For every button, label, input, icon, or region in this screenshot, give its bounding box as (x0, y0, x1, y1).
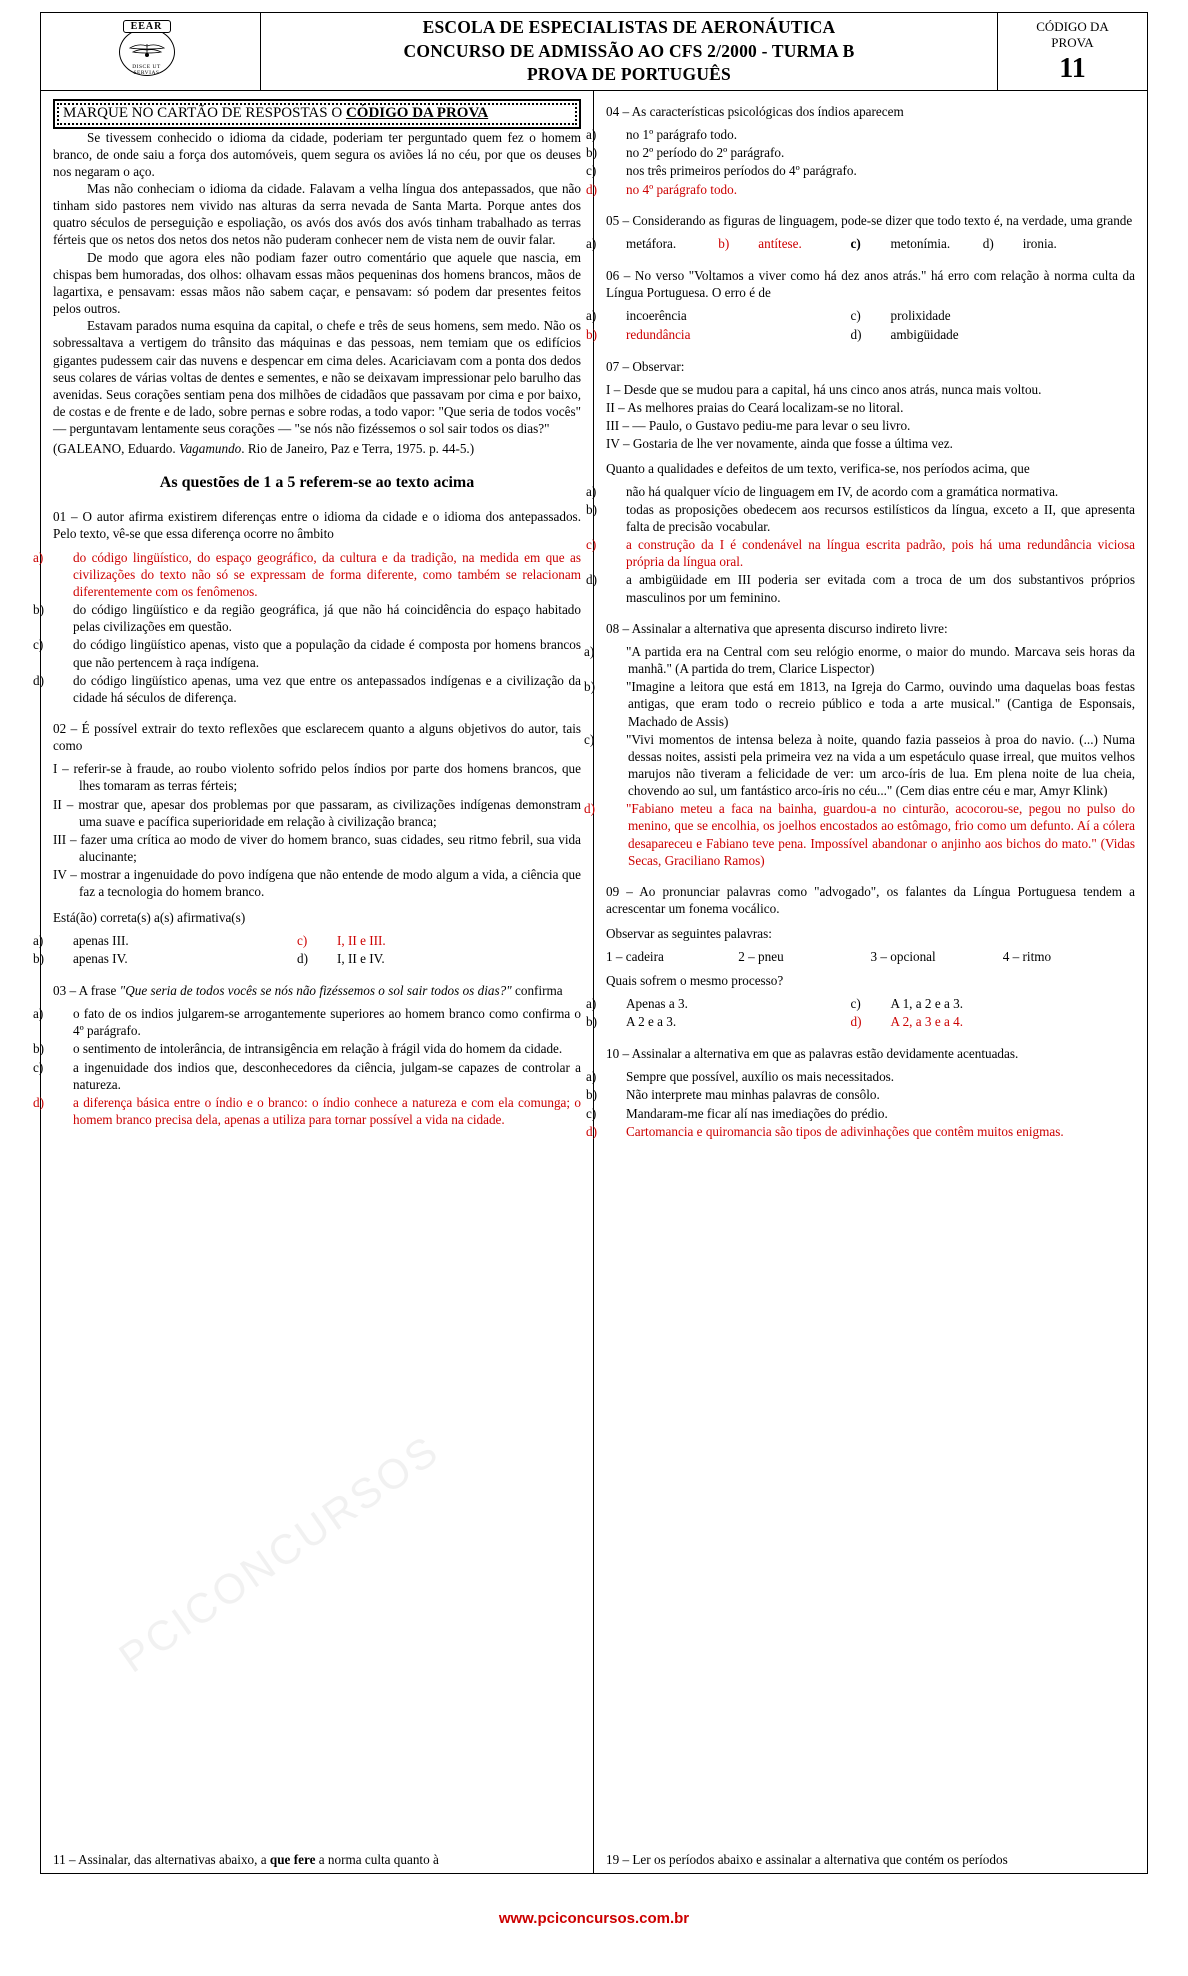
question-11-bold: que fere (269, 1851, 316, 1867)
option-07-a-text: não há qualquer vício de linguagem em IV, de acordo com a gramática normativa. (626, 483, 1059, 499)
option-01-c-text: do código lingüístico apenas, visto que a população da cidade é composta por homens brancos que não pertencem à raça indígena. (73, 637, 581, 670)
question-19-partial: 19 – Ler os períodos abaixo e assinalar a alternativa que contém os períodos (606, 1851, 1008, 1867)
option-05-d[interactable] (982, 235, 1135, 252)
crest-wings-icon (129, 42, 165, 58)
option-09-a[interactable] (586, 995, 871, 1012)
option-03-c-text: a ingenuidade dos indios que, desconhecedores da ciência, julgam-se capazes de controlar a natureza. (73, 1059, 581, 1092)
option-01-c[interactable] (33, 636, 581, 670)
option-07-c-text: a construção da I é condenável na língua escrita padrão, pois há uma redundância viciosa própria da língua oral. (626, 537, 1135, 570)
option-09-b[interactable] (586, 1013, 871, 1030)
roman-ii-label: II – (53, 796, 74, 812)
option-07-a[interactable] (586, 483, 1135, 500)
option-04-b-label: b) (586, 145, 597, 161)
roman-i-label: I – (53, 761, 69, 777)
option-08-a[interactable] (584, 643, 1135, 677)
option-08-a-label: a) (584, 643, 595, 659)
option-10-b-label: b) (586, 1087, 597, 1103)
question-02 (33, 720, 582, 968)
question-11-pre: 11 – Assinalar, das alternativas abaixo, a (53, 1851, 270, 1867)
option-07-d-text: a ambigüidade em III poderia ser evitada com a troca de um dos substantivos próprios masculinos por um feminino. (626, 572, 1135, 605)
option-07-c-label: c) (586, 537, 597, 553)
q09-item-2: 2 – pneu (738, 949, 784, 965)
crest-band-label: EEAR (123, 20, 171, 33)
q07-roman-iv-text: Gostaria de lhe ver novamente, ainda que fosse a última vez. (632, 436, 953, 452)
option-01-d[interactable] (33, 672, 581, 706)
q09-item-4: 4 – ritmo (1002, 949, 1052, 965)
option-02-b[interactable] (33, 950, 317, 967)
option-10-a[interactable] (586, 1068, 1135, 1085)
option-01-c-label: c) (33, 637, 44, 653)
option-06-b-label: b) (586, 326, 597, 342)
option-04-d-text: no 4º parágrafo todo. (626, 181, 738, 197)
option-10-d-label: d) (586, 1123, 597, 1139)
reference-note: As questões de 1 a 5 referem-se ao texto acima (159, 474, 475, 492)
option-07-d[interactable] (586, 571, 1135, 605)
source-title: Vagamundo (178, 441, 242, 457)
question-07-roman-i (606, 381, 1135, 398)
question-01 (33, 508, 581, 706)
option-06-a[interactable] (586, 307, 871, 324)
option-05-d-label: d) (982, 235, 994, 251)
option-04-a-text: no 1º parágrafo todo. (626, 127, 738, 143)
title-line-3: PROVA DE PORTUGUÊS (527, 64, 731, 85)
roman-iii-label: III – (53, 831, 77, 847)
question-07 (586, 358, 1135, 606)
option-03-c-label: c) (33, 1059, 44, 1075)
option-05-b-text: antítese. (758, 235, 802, 251)
option-04-d[interactable] (586, 181, 1135, 198)
option-08-c-text: "Vivi momentos de intensa beleza à noite, quando fazia passeios à proa do navio. (...) Numa dessas noites, assisti pela primeira vez na vida a um espetáculo quase irreal, que muitos velhos marujos não tiveram a felicidade de ver: um arco-íris de lua. Em plena noite de lua cheia, chovendo ao sul, um fantástico arco-íris no céu..." (Cem dias entre céu e mar, Amyr Klink) (626, 731, 1135, 799)
question-04-stem: 04 – As características psicológicas dos índios aparecem (606, 104, 904, 119)
text-paragraph-3: De modo que agora eles não podiam fazer outro comentário que aquele que nascia, em chispas bem humoradas, dos olhos: olhavam essas mãos pequeninas dos homens brancos, mãos de lagartixa, e pensavam: essas mãos não sabem caçar, e pensavam: só podem dar presentes feitos pelos outros. (53, 249, 581, 317)
option-03-b-label: b) (33, 1041, 44, 1057)
question-07-roman-iv (606, 435, 1135, 452)
roman-ii-text: mostrar que, apesar dos problemas por que passaram, as civilizações indígenas demonstram uma suave e pacífica superioridade em relação à civilização branca; (78, 796, 581, 829)
question-07-options (586, 483, 1135, 606)
option-01-b-text: do código lingüístico e da região geográfica, já que não há coincidência do espaço habitado pelas civilizações em questão. (73, 602, 581, 635)
option-04-c[interactable] (586, 162, 1135, 179)
question-08-stem: 08 – Assinalar a alternativa que apresenta discurso indireto livre: (606, 620, 948, 636)
source-pre: (GALEANO, Eduardo. (53, 441, 179, 457)
option-10-c[interactable] (586, 1105, 1135, 1122)
option-06-c-text: prolixidade (890, 308, 951, 324)
option-06-b[interactable] (586, 326, 871, 343)
q07-roman-ii-label: II – (606, 400, 625, 416)
option-10-d[interactable] (586, 1123, 1135, 1140)
option-10-a-label: a) (586, 1069, 597, 1085)
question-07-stem: 07 – Observar: (606, 358, 685, 374)
option-03-c[interactable] (33, 1059, 581, 1093)
crest-motto: DISCE UT SERVIAS (132, 63, 161, 76)
option-02-c-label: c) (297, 932, 308, 948)
roman-iv-text: mostrar a ingenuidade do povo indígena que não entende de modo algum a vida, a ciência que faz a tecnologia do homem branco. (79, 867, 581, 900)
q07-roman-iii-text: — Paulo, o Gustavo pediu-me para levar o seu livro. (632, 418, 911, 434)
option-04-c-text: nos três primeiros períodos do 4º parágrafo. (626, 163, 857, 179)
roman-i-text: referir-se à fraude, ao roubo violento sofrido pelos índios por parte dos homens brancos, que lhes tomaram as terras férteis; (73, 761, 581, 794)
question-07-romans (606, 381, 1135, 453)
question-08-options (584, 643, 1135, 869)
roman-iv-label: IV – (53, 867, 77, 883)
q07-roman-i-text: Desde que se mudou para a capital, há uns cinco anos atrás, nunca mais voltou. (623, 381, 1042, 397)
question-01-stem: 01 – O autor afirma existirem diferenças entre o idioma da cidade e o idioma dos antepassados. Pelo texto, vê-se que essa diferença ocorre no âmbito (53, 509, 581, 542)
option-02-b-label: b) (33, 950, 44, 966)
page-header (41, 13, 1147, 91)
option-05-a-label: a) (586, 235, 597, 251)
question-02-options (33, 932, 581, 968)
option-05-d-text: ironia. (1022, 235, 1057, 251)
option-01-a[interactable] (33, 549, 581, 600)
q07-roman-iii-label: III – (606, 418, 630, 434)
question-02-lead: Está(ão) correta(s) a(s) afirmativa(s) (53, 909, 246, 925)
option-06-c[interactable] (850, 307, 1136, 324)
question-02-roman-iii (53, 831, 581, 865)
question-08 (584, 620, 1135, 869)
text-source (53, 440, 581, 457)
option-06-a-label: a) (586, 308, 597, 324)
q09-item-3: 3 – opcional (870, 949, 936, 965)
option-07-b[interactable] (586, 501, 1135, 535)
option-04-c-label: c) (586, 163, 597, 179)
option-02-d-text: I, II e IV. (337, 950, 385, 966)
question-09-options (586, 995, 1135, 1031)
question-03 (33, 982, 581, 1128)
option-09-c-label: c) (850, 995, 861, 1011)
watermark: PCICONCURSOS (110, 1425, 448, 1682)
option-09-a-label: a) (586, 995, 597, 1011)
question-03-options (33, 1005, 581, 1128)
option-03-a-text: o fato de os indios julgarem-se arrogantemente superiores ao homem branco como confirma o 4º parágrafo. (73, 1006, 581, 1039)
question-04 (586, 103, 1135, 198)
option-08-d[interactable] (584, 800, 1135, 869)
right-column (584, 91, 1147, 1874)
option-08-b-label: b) (584, 679, 595, 695)
option-08-a-text: "A partida era na Central com seu relógio enorme, o maior do mundo. Marcava seis horas da manhã." (A partida do trem, Clarice Lispector) (626, 643, 1135, 677)
option-05-b-label: b) (718, 235, 730, 251)
question-07-roman-iii (606, 417, 1135, 434)
option-02-c-text: I, II e III. (337, 932, 386, 948)
option-05-a-text: metáfora. (626, 235, 677, 251)
marque-banner (53, 99, 581, 129)
marque-prefix: MARQUE NO CARTÃO DE RESPOSTAS O (63, 105, 346, 121)
option-04-a[interactable] (586, 126, 1135, 143)
option-06-d[interactable] (850, 326, 1136, 343)
option-07-a-label: a) (586, 483, 597, 499)
option-02-a[interactable] (33, 932, 317, 949)
q07-roman-ii-text: As melhores praias do Ceará localizam-se no litoral. (627, 400, 904, 416)
question-02-roman-i (53, 760, 581, 794)
question-07-roman-ii (606, 399, 1135, 416)
marque-bold: CÓDIGO DA PROVA (345, 105, 489, 121)
question-03-stem (53, 982, 581, 999)
option-06-d-label: d) (850, 326, 862, 342)
option-03-b[interactable] (33, 1040, 581, 1057)
question-09-items (606, 948, 1135, 965)
option-09-c-text: A 1, a 2 e a 3. (890, 995, 964, 1011)
title-line-1: ESCOLA DE ESPECIALISTAS DE AERONÁUTICA (422, 17, 836, 38)
option-04-b[interactable] (586, 144, 1135, 161)
option-02-a-text: apenas III. (73, 932, 129, 948)
question-11-post: a norma culta quanto à (315, 1851, 439, 1867)
option-02-b-text: apenas IV. (73, 950, 128, 966)
exam-code-box (997, 13, 1147, 90)
option-07-c[interactable] (586, 536, 1135, 570)
question-05-stem: 05 – Considerando as figuras de linguagem, pode-se dizer que todo texto é, na verdade, uma grande (606, 212, 1133, 228)
question-09-lead: Observar as seguintes palavras: (606, 926, 772, 942)
question-06-options (586, 307, 1135, 343)
question-03-stem-pre: 03 – A frase (53, 983, 120, 999)
question-02-roman-iv (53, 866, 581, 900)
title-line-2: CONCURSO DE ADMISSÃO AO CFS 2/2000 - TURMA B (403, 40, 855, 61)
option-04-a-label: a) (586, 127, 597, 143)
option-07-d-label: d) (586, 572, 597, 588)
option-06-d-text: ambigüidade (890, 326, 959, 342)
option-01-d-text: do código lingüístico apenas, uma vez que entre os antepassados indígenas e a civilização da cidade há séculos de diferença. (73, 672, 581, 705)
option-09-b-label: b) (586, 1013, 597, 1029)
option-10-c-text: Mandaram-me ficar alí nas imediações do prédio. (626, 1105, 888, 1121)
roman-iii-text: fazer uma crítica ao modo de viver do homem branco, suas cidades, seu ritmo febril, sua vida alucinante; (79, 831, 582, 865)
eear-crest-icon (119, 20, 183, 84)
source-post: . Rio de Janeiro, Paz e Terra, 1975. p. 44-5.) (241, 441, 475, 457)
option-09-d-text: A 2, a 3 e a 4. (890, 1013, 964, 1029)
question-01-options (33, 549, 581, 706)
option-01-b[interactable] (33, 601, 581, 635)
left-column (33, 91, 594, 1874)
option-01-a-text: do código lingüístico, do espaço geográfico, da cultura e da tradição, na medida em que as civilizações do texto não só se expressam de forma diferente, como também se relacionam diferentemente com os fenômenos. (73, 549, 581, 599)
option-10-b-text: Não interprete mau minhas palavras de consôlo. (626, 1087, 880, 1103)
code-number: 11 (1059, 52, 1086, 84)
code-label-line-2: PROVA (1051, 34, 1094, 50)
option-02-a-label: a) (33, 932, 44, 948)
option-09-c[interactable] (850, 995, 1136, 1012)
question-09 (586, 883, 1135, 1031)
option-09-d[interactable] (850, 1013, 1136, 1030)
option-10-d-text: Cartomancia e quiromancia são tipos de adivinhações que contêm muitos enigmas. (626, 1123, 1064, 1139)
option-10-c-label: c) (586, 1105, 597, 1121)
option-09-b-text: A 2 e a 3. (626, 1013, 677, 1029)
option-02-d-label: d) (297, 950, 308, 966)
code-label-line-1: CÓDIGO DA (1036, 18, 1109, 34)
option-08-d-label: d) (584, 801, 595, 817)
exam-page (33, 12, 1148, 1874)
option-03-b-text: o sentimento de intolerância, de intransigência em relação à frágil vida do homem da cidade. (73, 1041, 563, 1057)
option-03-d-label: d) (33, 1094, 44, 1110)
question-06 (586, 267, 1135, 344)
option-05-c-label: c) (850, 235, 861, 251)
question-02-romans (53, 760, 581, 900)
option-10-a-text: Sempre que possível, auxílio os mais necessitados. (626, 1069, 895, 1085)
question-02-roman-ii (53, 796, 581, 830)
option-08-d-text: "Fabiano meteu a faca na bainha, guardou-a no cinturão, acocorou-se, pegou no pulso do menino, que se encolhia, os joelhos encostados ao estômago, frio como um defunto. Aí a cólera desapareceu e Fabiano teve pena. Impossível abandonar o anjinho aos bichos do mato." (Vidas Secas, Graciliano Ramos) (626, 801, 1135, 868)
option-05-c-text: metonímia. (890, 235, 951, 251)
option-08-c[interactable] (584, 731, 1135, 800)
option-01-b-label: b) (33, 602, 44, 618)
question-02-stem: 02 – É possível extrair do texto reflexões que esclarecem quanto a alguns objetivos do autor, tais como (53, 720, 581, 754)
logo-cell (41, 13, 261, 90)
option-06-b-text: redundância (626, 326, 691, 342)
option-03-d[interactable] (33, 1094, 581, 1128)
footer-url[interactable]: www.pciconcursos.com.br (498, 1910, 690, 1927)
question-05 (586, 212, 1135, 253)
text-paragraph-4: Estavam parados numa esquina da capital, o chefe e três de seus homens, sem medo. Não os sobressaltava a vertigem do trânsito das máquinas e das pessoas, nem temiam que os edifícios gigantes pudessem cair das nuvens e despencar em cima deles. Acariciavam com a ponta dos dedos seus colares de várias voltas de dentes e sementes, e não se deixavam impressionar pelo barulho das avenidas. Seus corações sentiam pena dos milhões de cidadãos que passavam por cima e por baixo, de costas e de frente e de lado, sobre pernas e sobre rodas, a todo vapor: "Que seria de todos vocês" — perguntavam lentamente seus corações — "se nós não fizéssemos o sol sair todos os dias?" (53, 318, 581, 437)
exam-body (33, 91, 1147, 1874)
question-10-options (586, 1068, 1135, 1140)
header-title (261, 13, 997, 90)
option-03-a[interactable] (33, 1005, 581, 1039)
option-02-d[interactable] (297, 950, 581, 967)
option-01-d-label: d) (33, 672, 44, 688)
question-09-sublead: Quais sofrem o mesmo processo? (606, 972, 784, 988)
option-08-b-text: "Imagine a leitora que está em 1813, na Igreja do Carmo, ouvindo uma daquelas boas festas antigas, que eram todo o recreio público e toda a arte musical." (Cantiga de Esponsais, Machado de Assis) (626, 679, 1135, 729)
option-07-b-text: todas as proposições obedecem aos recursos estilísticos da língua, exceto a II, que apresenta falta de precisão vocabular. (626, 501, 1135, 534)
question-05-options (586, 235, 1135, 253)
option-06-a-text: incoerência (626, 308, 687, 324)
option-08-c-label: c) (584, 731, 595, 747)
option-09-d-label: d) (850, 1013, 862, 1029)
option-03-a-label: a) (33, 1006, 44, 1022)
q09-item-1: 1 – cadeira (606, 949, 664, 965)
question-11-partial (53, 1851, 581, 1868)
option-07-b-label: b) (586, 501, 597, 517)
option-01-a-label: a) (33, 549, 44, 565)
text-paragraph-2: Mas não conheciam o idioma da cidade. Falavam a velha língua dos antepassados, que não tinham sido pastores nem vivido nas alturas da serra nevada de Santa Marta. Porque antes dos quatro séculos de perseguição e espoliação, os avós dos avós dos avós tinham trabalhado as terras férteis que os netos dos netos dos netos não puderam conhecer nem de vista nem de ouvir falar. (53, 180, 581, 248)
question-10 (586, 1045, 1135, 1140)
question-07-lead: Quanto a qualidades e defeitos de um texto, verifica-se, nos períodos acima, que (606, 460, 1030, 476)
option-08-b[interactable] (584, 678, 1135, 729)
option-03-d-text: a diferença básica entre o índio e o branco: o índio conhece a natureza e com ela comunga; o homem branco precisa dela, apenas a utiliza para tornar possível a vida na cidade. (73, 1094, 581, 1128)
q07-roman-iv-label: IV – (606, 436, 630, 452)
text-paragraph-1: Se tivessem conhecido o idioma da cidade, poderiam ter perguntado quem fez o homem branco, de onde saiu a força dos automóveis, quem segura os aviões lá no céu, por que os deuses nos negaram o aço. (53, 129, 581, 179)
option-10-b[interactable] (586, 1086, 1135, 1103)
question-06-stem: 06 – No verso "Voltamos a viver como há dez anos atrás." há erro com relação à norma culta da Língua Portuguesa. O erro é de (606, 268, 1135, 301)
option-06-c-label: c) (850, 308, 861, 324)
option-04-d-label: d) (586, 181, 597, 197)
question-04-options (586, 126, 1135, 198)
question-10-stem: 10 – Assinalar a alternativa em que as palavras estão devidamente acentuadas. (606, 1046, 1019, 1062)
question-09-stem: 09 – Ao pronunciar palavras como "advogado", os falantes da Língua Portuguesa tendem a acrescentar um fonema vocálico. (606, 883, 1135, 917)
option-02-c[interactable] (297, 932, 581, 949)
question-03-stem-quote: "Que seria de todos vocês se nós não fizéssemos o sol sair todos os dias?" (119, 983, 512, 999)
option-09-a-text: Apenas a 3. (626, 995, 688, 1011)
question-03-stem-post: confirma (511, 983, 563, 999)
q07-roman-i-label: I – (606, 381, 621, 397)
option-04-b-text: no 2º período do 2º parágrafo. (626, 145, 785, 161)
